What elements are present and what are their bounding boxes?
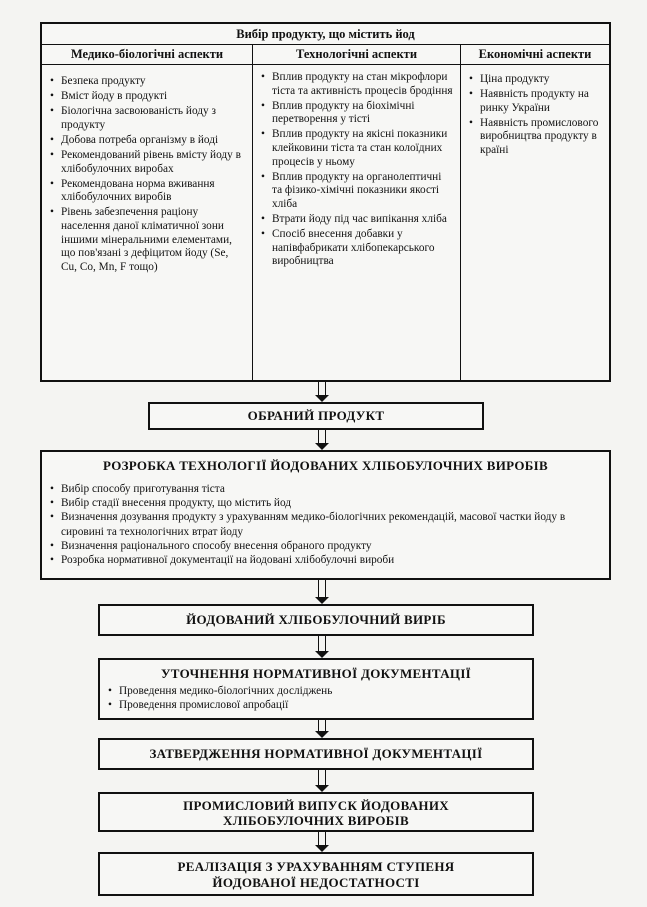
- flow-arrow-icon: [315, 636, 329, 658]
- realization-line2: ЙОДОВАНОЇ НЕДОСТАТНОСТІ: [212, 875, 420, 890]
- list-item: • Проведення медико-біологічних досліджень: [108, 684, 524, 698]
- industrial-production-title: [100, 794, 532, 828]
- realization-line1: РЕАЛІЗАЦІЯ З УРАХУВАННЯМ СТУПЕНЯ: [177, 859, 455, 874]
- list-item: • Наявність промислового виробництва продукту в країні: [469, 117, 603, 158]
- list-item: • Проведення промислової апробації: [108, 698, 524, 712]
- economic-list: [461, 65, 609, 158]
- medical-biological-list: [42, 65, 252, 274]
- list-item: • Спосіб внесення добавки у напівфабрикати хлібопекарського виробництва: [261, 228, 454, 269]
- realization-title: [100, 854, 532, 891]
- flow-arrow-icon: [315, 832, 329, 852]
- list-item: • Вибір стадії внесення продукту, що містить йод: [50, 496, 601, 510]
- technological-column: [252, 44, 460, 380]
- economic-header: Економічні аспекти: [461, 44, 609, 65]
- list-item: • Визначення дозування продукту з урахуванням медико-біологічних рекомендацій, масової частки йоду в сировині та технологічних втрат йоду: [50, 510, 601, 538]
- technological-list: [253, 65, 460, 269]
- industrial-production-line1: ПРОМИСЛОВИЙ ВИПУСК ЙОДОВАНИХ: [183, 798, 449, 813]
- list-item: • Вибір способу приготування тіста: [50, 482, 601, 496]
- list-item: • Рекомендований рівень вмісту йоду в хлібобулочних виробах: [50, 149, 246, 176]
- medical-biological-column: [42, 44, 252, 380]
- product-selection-title: Вибір продукту, що містить йод: [42, 24, 609, 45]
- list-item: • Рівень забезпечення раціону населення даної кліматичної зони іншими мінеральними елементами, що пов'язані з дефіцитом йоду (Se, Cu, Co, Mn, F тощо): [50, 206, 246, 274]
- technological-header: Технологічні аспекти: [253, 44, 460, 65]
- iodized-product-title: ЙОДОВАНИЙ ХЛІБОБУЛОЧНИЙ ВИРІБ: [186, 612, 446, 627]
- medical-biological-header: Медико-біологічні аспекти: [42, 44, 252, 65]
- economic-column: [460, 44, 609, 380]
- list-item: • Рекомендована норма вживання хлібобулочних виробів: [50, 178, 246, 205]
- list-item: • Наявність продукту на ринку України: [469, 88, 603, 115]
- list-item: • Ціна продукту: [469, 73, 603, 87]
- refinement-box: [98, 658, 534, 720]
- technology-development-box: [40, 450, 611, 580]
- flow-arrow-icon: [315, 770, 329, 792]
- industrial-production-box: [98, 792, 534, 832]
- list-item: • Втрати йоду під час випікання хліба: [261, 213, 454, 227]
- flow-arrow-icon: [315, 580, 329, 604]
- list-item: • Визначення раціонального способу внесення обраного продукту: [50, 539, 601, 553]
- list-item: • Вплив продукту на якісні показники клейковини тіста та стан колоїдних процесів у ньому: [261, 128, 454, 169]
- list-item: • Вплив продукту на стан мікрофлори тіста та активність процесів бродіння: [261, 71, 454, 98]
- list-item: • Вплив продукту на біохімічні перетворення у тісті: [261, 100, 454, 127]
- industrial-production-line2: ХЛІБОБУЛОЧНИХ ВИРОБІВ: [223, 813, 409, 828]
- technology-development-list: [42, 482, 609, 567]
- technology-development-title: РОЗРОБКА ТЕХНОЛОГІЇ ЙОДОВАНИХ ХЛІБОБУЛОЧНИХ ВИРОБІВ: [103, 458, 548, 473]
- list-item: • Вміст йоду в продукті: [50, 90, 246, 104]
- list-item: • Біологічна засвоюваність йоду з продукту: [50, 105, 246, 132]
- list-item: • Розробка нормативної документації на йодовані хлібобулочні вироби: [50, 553, 601, 567]
- list-item: • Безпека продукту: [50, 75, 246, 89]
- flow-arrow-icon: [315, 382, 329, 402]
- product-selection-table: [40, 22, 611, 382]
- approval-title: ЗАТВЕРДЖЕННЯ НОРМАТИВНОЇ ДОКУМЕНТАЦІЇ: [149, 746, 483, 761]
- chosen-product-box: [148, 402, 484, 430]
- realization-box: [98, 852, 534, 896]
- flow-arrow-icon: [315, 720, 329, 738]
- iodized-product-box: [98, 604, 534, 636]
- list-item: • Вплив продукту на органолептичні та фізико-хімічні показники якості хліба: [261, 171, 454, 212]
- refinement-title: УТОЧНЕННЯ НОРМАТИВНОЇ ДОКУМЕНТАЦІЇ: [160, 666, 472, 681]
- flow-arrow-icon: [315, 430, 329, 450]
- approval-box: [98, 738, 534, 770]
- chosen-product-title: ОБРАНИЙ ПРОДУКТ: [247, 408, 385, 423]
- list-item: • Добова потреба організму в йоді: [50, 134, 246, 148]
- refinement-list: [100, 684, 532, 712]
